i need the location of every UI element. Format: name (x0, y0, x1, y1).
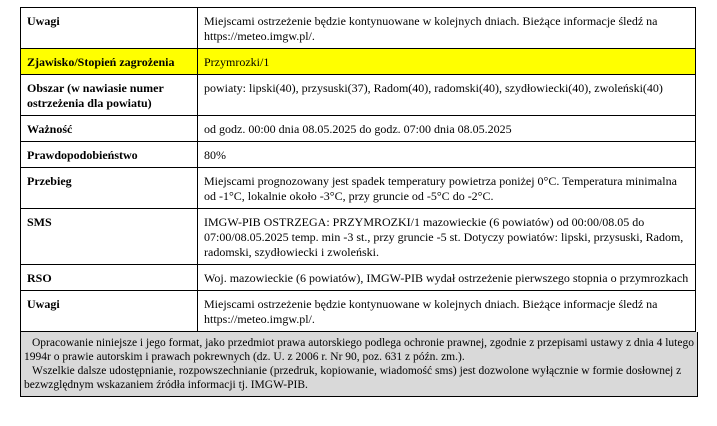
row-label: Obszar (w nawiasie numer ostrzeżenia dla powiatu) (21, 75, 198, 116)
row-waznosc (21, 116, 696, 142)
row-label: Uwagi (21, 291, 198, 332)
warning-table (20, 7, 696, 332)
row-value: Miejscami prognozowany jest spadek temperatury powietrza poniżej 0°C. Temperatura minimalna od -1°C, lokalnie około -3°C, przy gruncie od -5°C do -2°C. (198, 168, 696, 209)
row-label: Zjawisko/Stopień zagrożenia (21, 49, 198, 75)
row-label: Prawdopodobieństwo (21, 142, 198, 168)
row-value: 80% (198, 142, 696, 168)
row-sms (21, 209, 696, 265)
copyright-footer (20, 332, 698, 397)
distribution-notice: Wszelkie dalsze udostępnianie, rozpowszechnianie (przedruk, kopiowanie, wiadomość sms) jest dozwolone wyłącznie w formie dosłownej z bezwzględnym wskazaniem źródła informacji tj. IMGW-PIB. (24, 365, 682, 391)
row-zjawisko (21, 49, 696, 75)
row-value: IMGW-PIB OSTRZEGA: PRZYMROZKI/1 mazowieckie (6 powiatów) od 00:00/08.05 do 07:00/08.05.2025 temp. min -3 st., przy gruncie -5 st. Dotyczy powiatów: lipski, przysuski, Radom, radomski, szydłowiecki i zwoleński. (198, 209, 696, 265)
row-obszar (21, 75, 696, 116)
row-uwagi-2 (21, 291, 696, 332)
row-przebieg (21, 168, 696, 209)
row-label: Ważność (21, 116, 198, 142)
row-uwagi (21, 8, 696, 49)
row-value: powiaty: lipski(40), przysuski(37), Radom(40), radomski(40), szydłowiecki(40), zwoleński(40) (198, 75, 696, 116)
row-label: Uwagi (21, 8, 198, 49)
row-label: RSO (21, 265, 198, 291)
row-rso (21, 265, 696, 291)
row-label: Przebieg (21, 168, 198, 209)
row-value: Miejscami ostrzeżenie będzie kontynuowane w kolejnych dniach. Bieżące informacje śledź na https://meteo.imgw.pl/. (198, 8, 696, 49)
warning-document (20, 7, 696, 397)
row-value: Woj. mazowieckie (6 powiatów), IMGW-PIB wydał ostrzeżenie pierwszego stopnia o przymrozkach (198, 265, 696, 291)
copyright-notice: Opracowanie niniejsze i jego format, jako przedmiot prawa autorskiego podlega ochronie prawnej, zgodnie z przepisami ustawy z dnia 4 lutego 1994r o prawie autorskim i prawach pokrewnych (dz. U. z 2006 r. Nr 90, poz. 631 z późn. zm.). (24, 337, 694, 363)
row-value: Przymrozki/1 (198, 49, 696, 75)
row-prawdopodobienstwo (21, 142, 696, 168)
row-value: od godz. 00:00 dnia 08.05.2025 do godz. 07:00 dnia 08.05.2025 (198, 116, 696, 142)
row-label: SMS (21, 209, 198, 265)
row-value: Miejscami ostrzeżenie będzie kontynuowane w kolejnych dniach. Bieżące informacje śledź na https://meteo.imgw.pl/. (198, 291, 696, 332)
